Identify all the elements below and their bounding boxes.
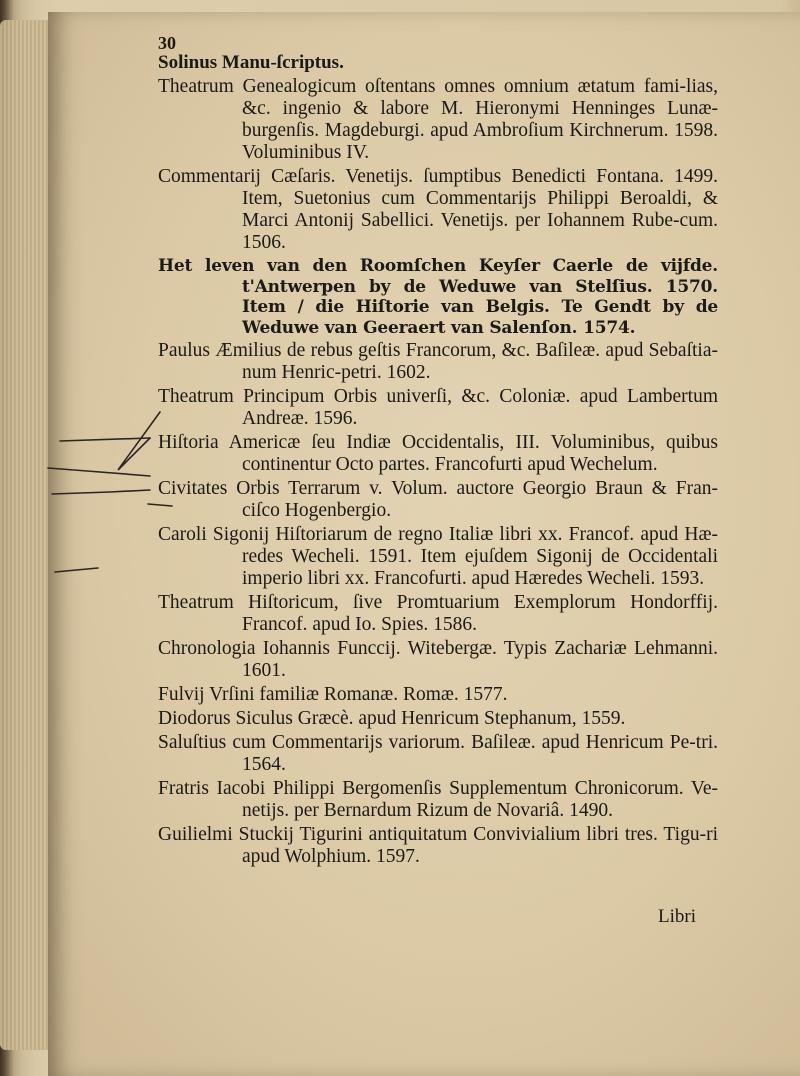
catalog-entry: Chronologia Iohannis Funccij. Witebergæ. Typis Zachariæ Lehmanni. 1601. xyxy=(158,638,718,681)
catalog-entry: Saluſtius cum Commentarijs variorum. Baſileæ. apud Henricum Pe-tri. 1564. xyxy=(158,732,718,775)
catalog-entry: Civitates Orbis Terrarum v. Volum. auctore Georgio Braun & Fran-ciſco Hogenbergio. xyxy=(158,478,718,521)
catalog-entry: Fratris Iacobi Philippi Bergomenſis Supplementum Chronicorum. Ve-netijs. per Bernardum Rizum de Novariâ. 1490. xyxy=(158,778,718,821)
page-text xyxy=(158,34,718,870)
page-edges xyxy=(0,20,48,1050)
catalog-entry: Diodorus Siculus Græcè. apud Henricum Stephanum, 1559. xyxy=(158,708,626,729)
catalog-entry: Theatrum Hiſtoricum, ſive Promtuarium Exemplorum Hondorffij. Francof. apud Io. Spies. 1586. xyxy=(158,592,718,635)
catchword: Libri xyxy=(658,906,696,927)
catalog-entry: Paulus Æmilius de rebus geſtis Francorum, &c. Baſileæ. apud Sebaſtia-num Henric-petri. 1602. xyxy=(158,340,718,383)
catalog-entry: Commentarij Cæſaris. Venetijs. ſumptibus Benedicti Fontana. 1499. Item, Suetonius cum Commentarijs Philippi Beroaldi, & Marci Antonij Sabellici. Venetijs. per Iohannem Rube-cum. 1506. xyxy=(158,166,718,253)
catalog-entry: Guilielmi Stuckij Tigurini antiquitatum Convivialium libri tres. Tigu-ri apud Wolphium. 1597. xyxy=(158,824,718,867)
section-heading: Solinus Manu-ſcriptus. xyxy=(158,52,344,73)
catalog-entry-blackletter: Het leven van den Roomſchen Keyſer Caerle de vijfde. t'Antwerpen by de Weduwe van Stelſius. 1570. Item / die Hiſtorie van Belgis. Te Gendt by de Weduwe van Geeraert van Salenſon. 1574. xyxy=(158,256,718,338)
catalog-entry: Theatrum Principum Orbis univerſi, &c. Coloniæ. apud Lambertum Andreæ. 1596. xyxy=(158,386,718,429)
catalog-entry: Theatrum Genealogicum oſtentans omnes omnium ætatum fami-lias, &c. ingenio & labore M. Hieronymi Henninges Lunæ-burgenſis. Magdeburgi. apud Ambroſium Kirchnerum. 1598. Voluminibus IV. xyxy=(158,76,718,163)
page-number: 30 xyxy=(158,33,176,53)
catalog-entry: Hiſtoria Americæ ſeu Indiæ Occidentalis, III. Voluminibus, quibus continentur Octo partes. Francofurti apud Wechelum. xyxy=(158,432,718,475)
catalog-entry: Caroli Sigonij Hiſtoriarum de regno Italiæ libri xx. Francof. apud Hæ-redes Wecheli. 1591. Item ejuſdem Sigonij de Occidentali imperio libri xx. Francofurti. apud Hæredes Wecheli. 1593. xyxy=(158,524,718,589)
catalog-entry: Fulvij Vrſini familiæ Romanæ. Romæ. 1577. xyxy=(158,684,508,705)
